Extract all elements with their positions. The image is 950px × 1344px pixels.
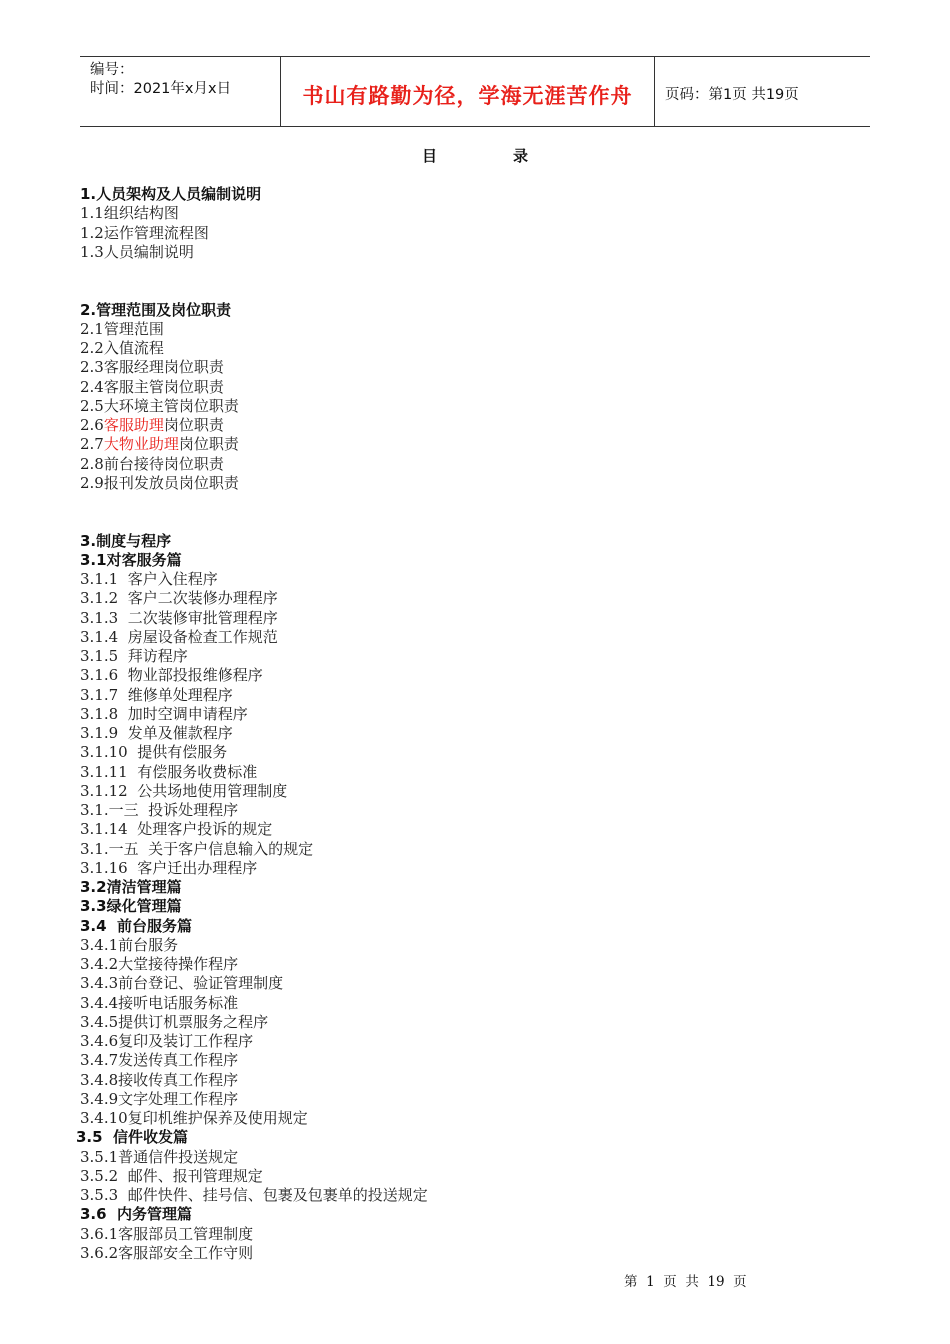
- toc-entry: 3.1.6 物业部投报维修程序: [80, 666, 263, 685]
- header-page-code: 页码：第1页 共19页: [665, 87, 799, 103]
- toc-section-heading: 3.制度与程序: [80, 531, 172, 550]
- toc-section-heading: 3.2清洁管理篇: [80, 878, 182, 896]
- toc-entry: 3.4.4接听电话服务标准: [80, 993, 239, 1012]
- toc-entry: 3.4.10复印机维护保养及使用规定: [80, 1109, 308, 1127]
- page-header: [80, 56, 870, 127]
- toc-entry: 3.5.2 邮件、报刊管理规定: [80, 1166, 263, 1185]
- toc-entry: 1.2运作管理流程图: [80, 223, 209, 242]
- toc-entry: 3.4.3前台登记、验证管理制度: [80, 974, 284, 993]
- toc-entry: 3.1.3 二次装修审批管理程序: [80, 608, 278, 627]
- toc-entry-highlight: 大物业助理: [103, 435, 179, 454]
- toc-entry-number: 2.6: [80, 416, 104, 434]
- toc-entry: 3.6.2客服部安全工作守则: [80, 1243, 254, 1262]
- toc-title-right: 录: [513, 147, 529, 165]
- toc-entry-suffix: 岗位职责: [163, 416, 224, 434]
- toc-entry: 2.4客服主管岗位职责: [80, 377, 224, 396]
- toc-entry: 2.8前台接待岗位职责: [80, 454, 224, 473]
- toc-entry: 3.1.14 处理客户投诉的规定: [80, 820, 273, 839]
- toc-entry-suffix: 岗位职责: [178, 435, 239, 454]
- header-motto-cell: [281, 57, 655, 126]
- toc-entry-highlight: 客服助理: [103, 416, 164, 434]
- header-motto: 书山有路勤为径，学海无涯苦作舟: [302, 83, 633, 108]
- document-number-label: 编号：: [90, 62, 134, 78]
- toc-entry: 2.9报刊发放员岗位职责: [80, 473, 239, 492]
- toc-entry: 3.6.1客服部员工管理制度: [80, 1224, 254, 1243]
- toc-entry: 3.1.1 客户入住程序: [80, 570, 218, 588]
- toc-entry: 2.5大环境主管岗位职责: [80, 396, 239, 415]
- toc-entry: 3.1.一五 关于客户信息输入的规定: [80, 839, 314, 858]
- document-time-label: 时间：2021年x月x日: [90, 81, 232, 97]
- toc-section-heading: 1.人员架构及人员编制说明: [80, 185, 262, 203]
- toc-entry: 3.4.5提供订机票服务之程序: [80, 1012, 269, 1031]
- toc-entry: 3.1.5 拜访程序: [80, 647, 188, 665]
- toc-entry: 2.1管理范围: [80, 319, 164, 338]
- toc-section-heading: 2.管理范围及岗位职责: [80, 300, 232, 319]
- toc-entry: 3.1.11 有偿服务收费标准: [80, 762, 258, 781]
- toc-entry: 3.1.9 发单及催款程序: [80, 724, 233, 742]
- toc-entry: 3.1.12 公共场地使用管理制度: [80, 781, 288, 800]
- toc-entry-number: 2.7: [80, 435, 104, 454]
- toc-entry: 3.1.10 提供有偿服务: [80, 743, 228, 762]
- toc-entry: 3.1.2 客户二次装修办理程序: [80, 589, 278, 608]
- toc-section-heading: 3.3绿化管理篇: [80, 897, 182, 916]
- toc-entry: 3.4.9文字处理工作程序: [80, 1089, 239, 1108]
- header-meta: [80, 57, 281, 126]
- toc-entry: 2.3客服经理岗位职责: [80, 358, 224, 377]
- toc-entry: 3.4.8接收传真工作程序: [80, 1070, 239, 1089]
- toc-entry: 3.1.16 客户迁出办理程序: [80, 858, 258, 877]
- toc-entry: 2.2入值流程: [80, 339, 164, 357]
- toc-entry: [80, 435, 239, 454]
- toc-title: [0, 146, 950, 166]
- toc-entry: 3.4.6复印及装订工作程序: [80, 1032, 254, 1050]
- toc-section-heading: 3.4 前台服务篇: [80, 916, 193, 935]
- toc-section-heading: 3.6 内务管理篇: [80, 1205, 193, 1224]
- toc-entry: 3.1.7 维修单处理程序: [80, 685, 233, 704]
- toc-entry: 3.4.2大堂接待操作程序: [80, 955, 239, 973]
- toc-entry: 3.4.7发送传真工作程序: [80, 1051, 239, 1070]
- toc-entry: 3.1.一三 投诉处理程序: [80, 801, 239, 819]
- toc-entry: [80, 416, 224, 435]
- toc-section-heading: 3.5 信件收发篇: [76, 1128, 189, 1147]
- toc-entry: 3.4.1前台服务: [80, 935, 179, 954]
- page-footer: 第 1 页 共 19 页: [624, 1274, 747, 1290]
- toc-entry: 3.5.1普通信件投送规定: [80, 1147, 239, 1166]
- toc-entry: 1.3人员编制说明: [80, 242, 194, 261]
- toc-entry: 3.1.8 加时空调申请程序: [80, 704, 248, 723]
- toc-section-heading: 3.1对客服务篇: [80, 550, 182, 569]
- toc-entry: 3.5.3 邮件快件、挂号信、包裹及包裹单的投送规定: [80, 1186, 428, 1204]
- toc-entry: 3.1.4 房屋设备检查工作规范: [80, 627, 278, 646]
- header-page-cell: [655, 57, 870, 126]
- toc-title-left: 目: [421, 147, 437, 165]
- toc-entry: 1.1组织结构图: [80, 204, 179, 223]
